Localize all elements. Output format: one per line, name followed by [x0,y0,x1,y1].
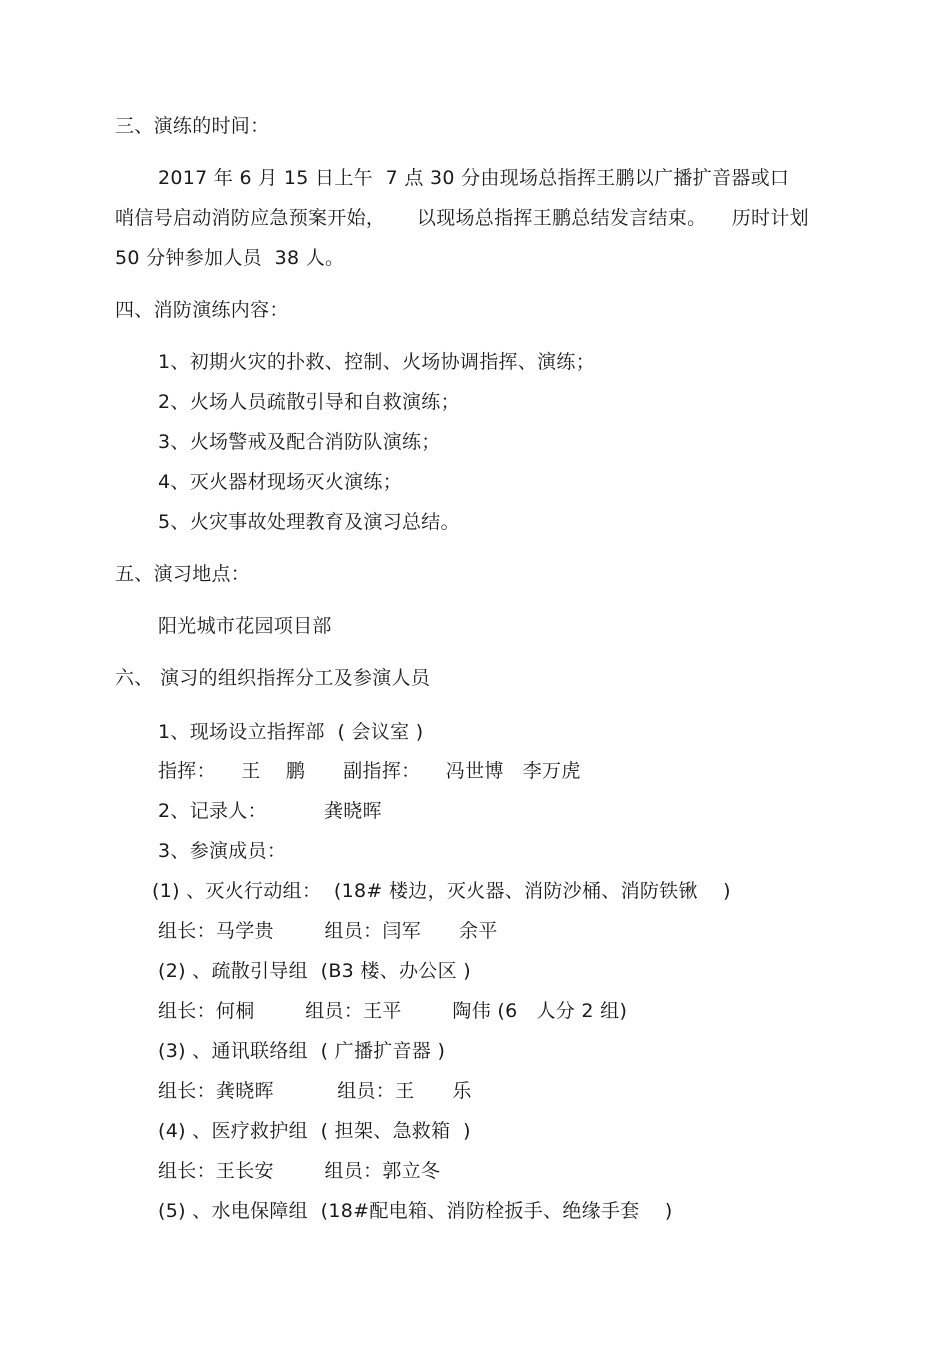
section-3-paragraph-line-2: 哨信号启动消防应急预案开始， 以现场总指挥王鹏总结发言结束。 历时计划 [115,207,809,229]
section-6-line: 1、现场设立指挥部 ( 会议室 ) [158,721,424,743]
section-6-line: (4) 、医疗救护组 ( 担架、急救箱 ) [158,1120,471,1142]
section-6-line: (3) 、通讯联络组 ( 广播扩音器 ) [158,1040,446,1062]
section-3-heading: 三、演练的时间： [115,115,270,137]
section-4-item: 2、火场人员疏散引导和自救演练； [158,391,460,413]
section-6-line: 3、参演成员： [158,840,287,862]
section-3-paragraph-line-1: 2017 年 6 月 15 日上午 7 点 30 分由现场总指挥王鹏以广播扩音器或口 [158,167,790,189]
section-6-line: (2) 、疏散引导组 (B3 楼、办公区 ) [158,960,471,982]
section-4-item: 1、初期火灾的扑救、控制、火场协调指挥、演练； [158,351,595,373]
section-6-line: 组长：龚晓晖 组员：王 乐 [158,1080,472,1102]
section-6-line: 组长：王长安 组员：郭立冬 [158,1160,441,1182]
section-4-item: 5、火灾事故处理教育及演习总结。 [158,511,460,533]
section-5-location: 阳光城市花园项目部 [158,615,332,637]
section-6-line: 指挥： 王 鹏 副指挥： 冯世博 李万虎 [158,760,581,782]
section-6-line: 2、记录人： 龚晓晖 [158,800,382,822]
section-4-item: 4、灭火器材现场灭火演练； [158,471,402,493]
section-6-line: 组长：马学贵 组员：闫军 余平 [158,920,498,942]
section-6-line: (1) 、灭火行动组： (18# 楼边，灭火器、消防沙桶、消防铁锹 ) [152,880,731,902]
section-6-line: (5) 、水电保障组 (18#配电箱、消防栓扳手、绝缘手套 ) [158,1200,673,1222]
section-6-heading: 六、 演习的组织指挥分工及参演人员 [115,667,431,689]
section-4-heading: 四、消防演练内容： [115,299,289,321]
section-5-heading: 五、演习地点： [115,563,251,585]
section-6-line: 组长：何桐 组员：王平 陶伟 (6 人分 2 组) [158,1000,628,1022]
section-4-item: 3、火场警戒及配合消防队演练； [158,431,441,453]
section-3-paragraph-line-3: 50 分钟参加人员 38 人。 [115,247,345,269]
